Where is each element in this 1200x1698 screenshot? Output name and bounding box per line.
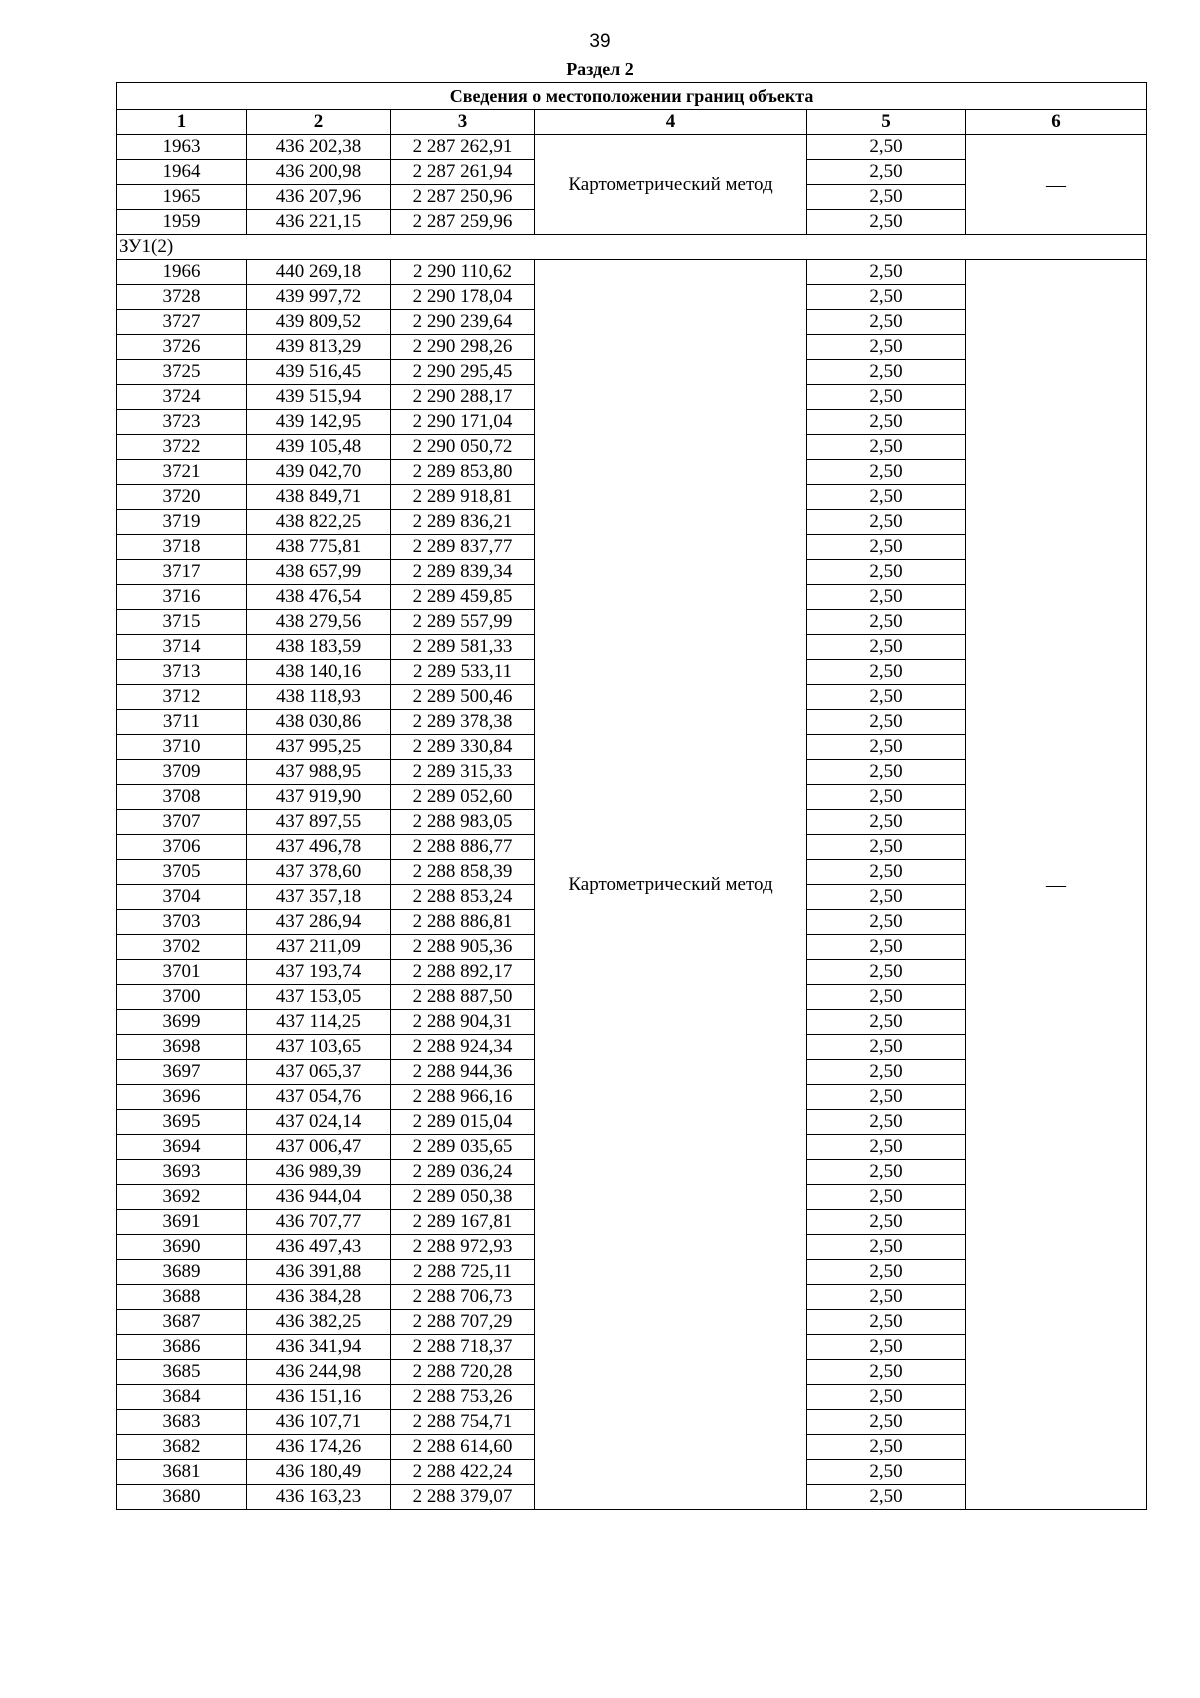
accuracy-cell: 2,50 bbox=[807, 485, 966, 510]
accuracy-cell: 2,50 bbox=[807, 1285, 966, 1310]
x-coordinate-cell: 437 496,78 bbox=[247, 835, 391, 860]
point-number-cell: 3710 bbox=[117, 735, 247, 760]
accuracy-cell: 2,50 bbox=[807, 1160, 966, 1185]
y-coordinate-cell: 2 289 330,84 bbox=[391, 735, 535, 760]
x-coordinate-cell: 438 822,25 bbox=[247, 510, 391, 535]
y-coordinate-cell: 2 289 035,65 bbox=[391, 1135, 535, 1160]
method-cell: Картометрический метод bbox=[535, 135, 807, 235]
y-coordinate-cell: 2 289 533,11 bbox=[391, 660, 535, 685]
x-coordinate-cell: 437 995,25 bbox=[247, 735, 391, 760]
accuracy-cell: 2,50 bbox=[807, 1335, 966, 1360]
x-coordinate-cell: 437 357,18 bbox=[247, 885, 391, 910]
y-coordinate-cell: 2 289 557,99 bbox=[391, 610, 535, 635]
point-number-cell: 3726 bbox=[117, 335, 247, 360]
table-title: Сведения о местоположении границ объекта bbox=[117, 83, 1147, 110]
y-coordinate-cell: 2 288 720,28 bbox=[391, 1360, 535, 1385]
x-coordinate-cell: 436 151,16 bbox=[247, 1385, 391, 1410]
y-coordinate-cell: 2 288 753,26 bbox=[391, 1385, 535, 1410]
y-coordinate-cell: 2 289 500,46 bbox=[391, 685, 535, 710]
y-coordinate-cell: 2 288 887,50 bbox=[391, 985, 535, 1010]
accuracy-cell: 2,50 bbox=[807, 535, 966, 560]
point-number-cell: 3717 bbox=[117, 560, 247, 585]
description-cell: — bbox=[966, 135, 1147, 235]
y-coordinate-cell: 2 289 459,85 bbox=[391, 585, 535, 610]
x-coordinate-cell: 436 382,25 bbox=[247, 1310, 391, 1335]
y-coordinate-cell: 2 289 052,60 bbox=[391, 785, 535, 810]
x-coordinate-cell: 439 105,48 bbox=[247, 435, 391, 460]
point-number-cell: 3713 bbox=[117, 660, 247, 685]
x-coordinate-cell: 436 207,96 bbox=[247, 185, 391, 210]
x-coordinate-cell: 436 107,71 bbox=[247, 1410, 391, 1435]
x-coordinate-cell: 437 211,09 bbox=[247, 935, 391, 960]
x-coordinate-cell: 439 142,95 bbox=[247, 410, 391, 435]
x-coordinate-cell: 437 065,37 bbox=[247, 1060, 391, 1085]
y-coordinate-cell: 2 288 379,07 bbox=[391, 1485, 535, 1510]
column-header: 2 bbox=[247, 110, 391, 135]
x-coordinate-cell: 437 153,05 bbox=[247, 985, 391, 1010]
point-number-cell: 3686 bbox=[117, 1335, 247, 1360]
point-number-cell: 3689 bbox=[117, 1260, 247, 1285]
y-coordinate-cell: 2 289 015,04 bbox=[391, 1110, 535, 1135]
accuracy-cell: 2,50 bbox=[807, 785, 966, 810]
y-coordinate-cell: 2 288 707,29 bbox=[391, 1310, 535, 1335]
table-row bbox=[117, 260, 1147, 285]
accuracy-cell: 2,50 bbox=[807, 460, 966, 485]
x-coordinate-cell: 438 183,59 bbox=[247, 635, 391, 660]
x-coordinate-cell: 439 813,29 bbox=[247, 335, 391, 360]
y-coordinate-cell: 2 289 315,33 bbox=[391, 760, 535, 785]
y-coordinate-cell: 2 287 259,96 bbox=[391, 210, 535, 235]
y-coordinate-cell: 2 288 706,73 bbox=[391, 1285, 535, 1310]
accuracy-cell: 2,50 bbox=[807, 1460, 966, 1485]
x-coordinate-cell: 439 042,70 bbox=[247, 460, 391, 485]
point-number-cell: 3687 bbox=[117, 1310, 247, 1335]
accuracy-cell: 2,50 bbox=[807, 260, 966, 285]
point-number-cell: 1965 bbox=[117, 185, 247, 210]
boundary-coordinates-table bbox=[116, 82, 1147, 1510]
accuracy-cell: 2,50 bbox=[807, 185, 966, 210]
y-coordinate-cell: 2 288 972,93 bbox=[391, 1235, 535, 1260]
y-coordinate-cell: 2 289 581,33 bbox=[391, 635, 535, 660]
x-coordinate-cell: 437 054,76 bbox=[247, 1085, 391, 1110]
accuracy-cell: 2,50 bbox=[807, 1035, 966, 1060]
x-coordinate-cell: 436 180,49 bbox=[247, 1460, 391, 1485]
point-number-cell: 3691 bbox=[117, 1210, 247, 1235]
x-coordinate-cell: 436 174,26 bbox=[247, 1435, 391, 1460]
point-number-cell: 3681 bbox=[117, 1460, 247, 1485]
y-coordinate-cell: 2 289 837,77 bbox=[391, 535, 535, 560]
y-coordinate-cell: 2 289 839,34 bbox=[391, 560, 535, 585]
point-number-cell: 3688 bbox=[117, 1285, 247, 1310]
point-number-cell: 3719 bbox=[117, 510, 247, 535]
point-number-cell: 3708 bbox=[117, 785, 247, 810]
point-number-cell: 3704 bbox=[117, 885, 247, 910]
accuracy-cell: 2,50 bbox=[807, 510, 966, 535]
x-coordinate-cell: 438 118,93 bbox=[247, 685, 391, 710]
point-number-cell: 3706 bbox=[117, 835, 247, 860]
point-number-cell: 3690 bbox=[117, 1235, 247, 1260]
x-coordinate-cell: 439 516,45 bbox=[247, 360, 391, 385]
y-coordinate-cell: 2 288 905,36 bbox=[391, 935, 535, 960]
column-header-row bbox=[117, 110, 1147, 135]
accuracy-cell: 2,50 bbox=[807, 160, 966, 185]
point-number-cell: 3723 bbox=[117, 410, 247, 435]
group-label: ЗУ1(2) bbox=[117, 235, 1147, 260]
y-coordinate-cell: 2 290 050,72 bbox=[391, 435, 535, 460]
y-coordinate-cell: 2 289 918,81 bbox=[391, 485, 535, 510]
accuracy-cell: 2,50 bbox=[807, 760, 966, 785]
section-title: Раздел 2 bbox=[566, 59, 634, 79]
y-coordinate-cell: 2 290 171,04 bbox=[391, 410, 535, 435]
group-row bbox=[117, 235, 1147, 260]
accuracy-cell: 2,50 bbox=[807, 410, 966, 435]
x-coordinate-cell: 436 202,38 bbox=[247, 135, 391, 160]
x-coordinate-cell: 436 497,43 bbox=[247, 1235, 391, 1260]
point-number-cell: 3716 bbox=[117, 585, 247, 610]
y-coordinate-cell: 2 288 422,24 bbox=[391, 1460, 535, 1485]
y-coordinate-cell: 2 287 262,91 bbox=[391, 135, 535, 160]
y-coordinate-cell: 2 288 924,34 bbox=[391, 1035, 535, 1060]
y-coordinate-cell: 2 288 754,71 bbox=[391, 1410, 535, 1435]
point-number-cell: 3694 bbox=[117, 1135, 247, 1160]
accuracy-cell: 2,50 bbox=[807, 910, 966, 935]
accuracy-cell: 2,50 bbox=[807, 835, 966, 860]
y-coordinate-cell: 2 290 295,45 bbox=[391, 360, 535, 385]
point-number-cell: 3721 bbox=[117, 460, 247, 485]
x-coordinate-cell: 437 378,60 bbox=[247, 860, 391, 885]
accuracy-cell: 2,50 bbox=[807, 985, 966, 1010]
accuracy-cell: 2,50 bbox=[807, 385, 966, 410]
x-coordinate-cell: 437 024,14 bbox=[247, 1110, 391, 1135]
point-number-cell: 3693 bbox=[117, 1160, 247, 1185]
x-coordinate-cell: 436 244,98 bbox=[247, 1360, 391, 1385]
y-coordinate-cell: 2 288 725,11 bbox=[391, 1260, 535, 1285]
y-coordinate-cell: 2 290 288,17 bbox=[391, 385, 535, 410]
accuracy-cell: 2,50 bbox=[807, 335, 966, 360]
y-coordinate-cell: 2 288 718,37 bbox=[391, 1335, 535, 1360]
accuracy-cell: 2,50 bbox=[807, 660, 966, 685]
point-number-cell: 3727 bbox=[117, 310, 247, 335]
column-header: 4 bbox=[535, 110, 807, 135]
x-coordinate-cell: 436 163,23 bbox=[247, 1485, 391, 1510]
accuracy-cell: 2,50 bbox=[807, 210, 966, 235]
point-number-cell: 3701 bbox=[117, 960, 247, 985]
y-coordinate-cell: 2 289 378,38 bbox=[391, 710, 535, 735]
x-coordinate-cell: 437 919,90 bbox=[247, 785, 391, 810]
point-number-cell: 3711 bbox=[117, 710, 247, 735]
accuracy-cell: 2,50 bbox=[807, 310, 966, 335]
accuracy-cell: 2,50 bbox=[807, 610, 966, 635]
column-header: 3 bbox=[391, 110, 535, 135]
x-coordinate-cell: 440 269,18 bbox=[247, 260, 391, 285]
point-number-cell: 3680 bbox=[117, 1485, 247, 1510]
x-coordinate-cell: 437 006,47 bbox=[247, 1135, 391, 1160]
accuracy-cell: 2,50 bbox=[807, 1485, 966, 1510]
method-cell: Картометрический метод bbox=[535, 260, 807, 1510]
x-coordinate-cell: 436 391,88 bbox=[247, 1260, 391, 1285]
y-coordinate-cell: 2 289 167,81 bbox=[391, 1210, 535, 1235]
y-coordinate-cell: 2 290 178,04 bbox=[391, 285, 535, 310]
accuracy-cell: 2,50 bbox=[807, 960, 966, 985]
accuracy-cell: 2,50 bbox=[807, 585, 966, 610]
x-coordinate-cell: 437 286,94 bbox=[247, 910, 391, 935]
accuracy-cell: 2,50 bbox=[807, 1010, 966, 1035]
point-number-cell: 3682 bbox=[117, 1435, 247, 1460]
point-number-cell: 1959 bbox=[117, 210, 247, 235]
y-coordinate-cell: 2 289 050,38 bbox=[391, 1185, 535, 1210]
accuracy-cell: 2,50 bbox=[807, 285, 966, 310]
accuracy-cell: 2,50 bbox=[807, 1385, 966, 1410]
column-header: 6 bbox=[966, 110, 1147, 135]
x-coordinate-cell: 439 515,94 bbox=[247, 385, 391, 410]
y-coordinate-cell: 2 289 836,21 bbox=[391, 510, 535, 535]
point-number-cell: 3718 bbox=[117, 535, 247, 560]
accuracy-cell: 2,50 bbox=[807, 1360, 966, 1385]
y-coordinate-cell: 2 288 614,60 bbox=[391, 1435, 535, 1460]
x-coordinate-cell: 436 384,28 bbox=[247, 1285, 391, 1310]
accuracy-cell: 2,50 bbox=[807, 1085, 966, 1110]
point-number-cell: 3697 bbox=[117, 1060, 247, 1085]
accuracy-cell: 2,50 bbox=[807, 1235, 966, 1260]
page-number: 39 bbox=[589, 31, 611, 52]
point-number-cell: 3695 bbox=[117, 1110, 247, 1135]
accuracy-cell: 2,50 bbox=[807, 135, 966, 160]
table-title-row bbox=[117, 83, 1147, 110]
accuracy-cell: 2,50 bbox=[807, 935, 966, 960]
x-coordinate-cell: 438 030,86 bbox=[247, 710, 391, 735]
x-coordinate-cell: 437 114,25 bbox=[247, 1010, 391, 1035]
point-number-cell: 3712 bbox=[117, 685, 247, 710]
x-coordinate-cell: 437 988,95 bbox=[247, 760, 391, 785]
point-number-cell: 3728 bbox=[117, 285, 247, 310]
point-number-cell: 3707 bbox=[117, 810, 247, 835]
accuracy-cell: 2,50 bbox=[807, 885, 966, 910]
accuracy-cell: 2,50 bbox=[807, 435, 966, 460]
y-coordinate-cell: 2 288 853,24 bbox=[391, 885, 535, 910]
point-number-cell: 3724 bbox=[117, 385, 247, 410]
point-number-cell: 1966 bbox=[117, 260, 247, 285]
y-coordinate-cell: 2 288 944,36 bbox=[391, 1060, 535, 1085]
accuracy-cell: 2,50 bbox=[807, 560, 966, 585]
point-number-cell: 3684 bbox=[117, 1385, 247, 1410]
x-coordinate-cell: 437 193,74 bbox=[247, 960, 391, 985]
y-coordinate-cell: 2 288 858,39 bbox=[391, 860, 535, 885]
column-header: 5 bbox=[807, 110, 966, 135]
y-coordinate-cell: 2 287 250,96 bbox=[391, 185, 535, 210]
x-coordinate-cell: 438 476,54 bbox=[247, 585, 391, 610]
point-number-cell: 3683 bbox=[117, 1410, 247, 1435]
y-coordinate-cell: 2 288 886,77 bbox=[391, 835, 535, 860]
point-number-cell: 3696 bbox=[117, 1085, 247, 1110]
y-coordinate-cell: 2 289 036,24 bbox=[391, 1160, 535, 1185]
point-number-cell: 3702 bbox=[117, 935, 247, 960]
x-coordinate-cell: 438 657,99 bbox=[247, 560, 391, 585]
point-number-cell: 3692 bbox=[117, 1185, 247, 1210]
accuracy-cell: 2,50 bbox=[807, 1210, 966, 1235]
accuracy-cell: 2,50 bbox=[807, 1310, 966, 1335]
x-coordinate-cell: 438 140,16 bbox=[247, 660, 391, 685]
y-coordinate-cell: 2 289 853,80 bbox=[391, 460, 535, 485]
y-coordinate-cell: 2 290 110,62 bbox=[391, 260, 535, 285]
point-number-cell: 3698 bbox=[117, 1035, 247, 1060]
x-coordinate-cell: 438 279,56 bbox=[247, 610, 391, 635]
accuracy-cell: 2,50 bbox=[807, 1410, 966, 1435]
x-coordinate-cell: 436 200,98 bbox=[247, 160, 391, 185]
x-coordinate-cell: 439 809,52 bbox=[247, 310, 391, 335]
y-coordinate-cell: 2 290 239,64 bbox=[391, 310, 535, 335]
y-coordinate-cell: 2 288 966,16 bbox=[391, 1085, 535, 1110]
description-cell: — bbox=[966, 260, 1147, 1510]
accuracy-cell: 2,50 bbox=[807, 1110, 966, 1135]
x-coordinate-cell: 436 221,15 bbox=[247, 210, 391, 235]
point-number-cell: 3703 bbox=[117, 910, 247, 935]
point-number-cell: 1964 bbox=[117, 160, 247, 185]
accuracy-cell: 2,50 bbox=[807, 735, 966, 760]
x-coordinate-cell: 437 897,55 bbox=[247, 810, 391, 835]
x-coordinate-cell: 436 707,77 bbox=[247, 1210, 391, 1235]
accuracy-cell: 2,50 bbox=[807, 685, 966, 710]
point-number-cell: 3725 bbox=[117, 360, 247, 385]
y-coordinate-cell: 2 290 298,26 bbox=[391, 335, 535, 360]
accuracy-cell: 2,50 bbox=[807, 1435, 966, 1460]
x-coordinate-cell: 437 103,65 bbox=[247, 1035, 391, 1060]
point-number-cell: 3705 bbox=[117, 860, 247, 885]
accuracy-cell: 2,50 bbox=[807, 1060, 966, 1085]
column-header: 1 bbox=[117, 110, 247, 135]
point-number-cell: 3720 bbox=[117, 485, 247, 510]
table-row bbox=[117, 135, 1147, 160]
point-number-cell: 1963 bbox=[117, 135, 247, 160]
x-coordinate-cell: 436 944,04 bbox=[247, 1185, 391, 1210]
y-coordinate-cell: 2 288 904,31 bbox=[391, 1010, 535, 1035]
point-number-cell: 3700 bbox=[117, 985, 247, 1010]
y-coordinate-cell: 2 288 886,81 bbox=[391, 910, 535, 935]
y-coordinate-cell: 2 288 892,17 bbox=[391, 960, 535, 985]
x-coordinate-cell: 436 341,94 bbox=[247, 1335, 391, 1360]
point-number-cell: 3685 bbox=[117, 1360, 247, 1385]
accuracy-cell: 2,50 bbox=[807, 1185, 966, 1210]
accuracy-cell: 2,50 bbox=[807, 1260, 966, 1285]
accuracy-cell: 2,50 bbox=[807, 810, 966, 835]
y-coordinate-cell: 2 287 261,94 bbox=[391, 160, 535, 185]
point-number-cell: 3709 bbox=[117, 760, 247, 785]
point-number-cell: 3722 bbox=[117, 435, 247, 460]
x-coordinate-cell: 438 849,71 bbox=[247, 485, 391, 510]
accuracy-cell: 2,50 bbox=[807, 635, 966, 660]
point-number-cell: 3715 bbox=[117, 610, 247, 635]
accuracy-cell: 2,50 bbox=[807, 710, 966, 735]
x-coordinate-cell: 438 775,81 bbox=[247, 535, 391, 560]
y-coordinate-cell: 2 288 983,05 bbox=[391, 810, 535, 835]
accuracy-cell: 2,50 bbox=[807, 860, 966, 885]
accuracy-cell: 2,50 bbox=[807, 360, 966, 385]
point-number-cell: 3699 bbox=[117, 1010, 247, 1035]
x-coordinate-cell: 436 989,39 bbox=[247, 1160, 391, 1185]
point-number-cell: 3714 bbox=[117, 635, 247, 660]
accuracy-cell: 2,50 bbox=[807, 1135, 966, 1160]
x-coordinate-cell: 439 997,72 bbox=[247, 285, 391, 310]
